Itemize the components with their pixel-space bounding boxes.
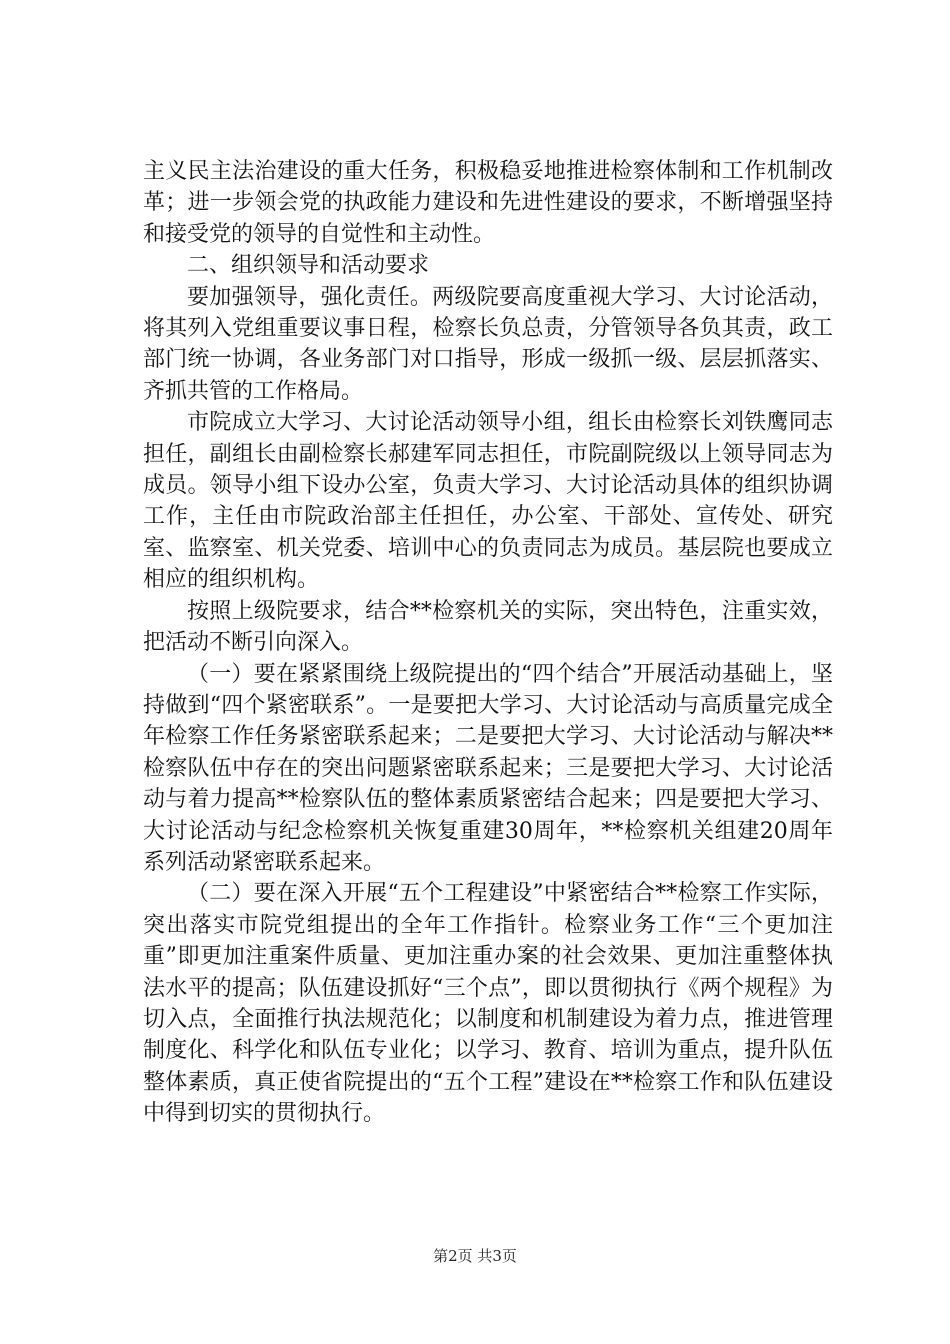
paragraph-requirements: 按照上级院要求，结合**检察机关的实际，突出特色，注重实效，把活动不断引向深入。	[143, 598, 833, 656]
paragraph-continuation: 主义民主法治建设的重大任务，积极稳妥地推进检察体制和工作机制改革；进一步领会党的执政能力建设和先进性建设的要求，不断增强坚持和接受党的领导的自觉性和主动性。	[143, 159, 833, 247]
paragraph-leadership: 要加强领导，强化责任。两级院要高度重视大学习、大讨论活动，将其列入党组重要议事日程，检察长负总责，分管领导各负其责，政工部门统一协调，各业务部门对口指导，形成一级抓一级、层层抓落实、齐抓共管的工作格局。	[143, 284, 833, 404]
page-number-footer: 第2页 共3页	[433, 1247, 517, 1265]
section-heading: 二、组织领导和活动要求	[187, 253, 430, 279]
paragraph-item-two: （二）要在深入开展“五个工程建设”中紧密结合**检察工作实际，突出落实市院党组提出的全年工作指针。检察业务工作“三个更加注重”即更加注重案件质量、更加注重办案的社会效果、更加注重整体执法水平的提高；队伍建设抓好“三个点”，即以贯彻执行《两个规程》为切入点，全面推行执法规范化；以制度和机制建设为着力点，推进管理制度化、科学化和队伍专业化；以学习、教育、培训为重点，提升队伍整体素质，真正使省院提出的“五个工程”建设在**检察工作和队伍建设中得到切实的贯彻执行。	[143, 881, 833, 1127]
document-body	[143, 156, 833, 1130]
paragraph-leading-group: 市院成立大学习、大讨论活动领导小组，组长由检察长刘铁鹰同志担任，副组长由副检察长郝建军同志担任，市院副院级以上领导同志为成员。领导小组下设办公室，负责大学习、大讨论活动具体的组织协调工作，主任由市院政治部主任担任，办公室、干部处、宣传处、研究室、监察室、机关党委、培训中心的负责同志为成员。基层院也要成立相应的组织机构。	[143, 410, 833, 593]
paragraph-item-one: （一）要在紧紧围绕上级院提出的“四个结合”开展活动基础上，坚持做到“四个紧密联系”。一是要把大学习、大讨论活动与高质量完成全年检察工作任务紧密联系起来；二是要把大学习、大讨论活动与解决**检察队伍中存在的突出问题紧密联系起来；三是要把大学习、大讨论活动与着力提高**检察队伍的整体素质紧密结合起来；四是要把大学习、大讨论活动与纪念检察机关恢复重建30周年，**检察机关组建20周年系列活动紧密联系起来。	[143, 661, 833, 875]
